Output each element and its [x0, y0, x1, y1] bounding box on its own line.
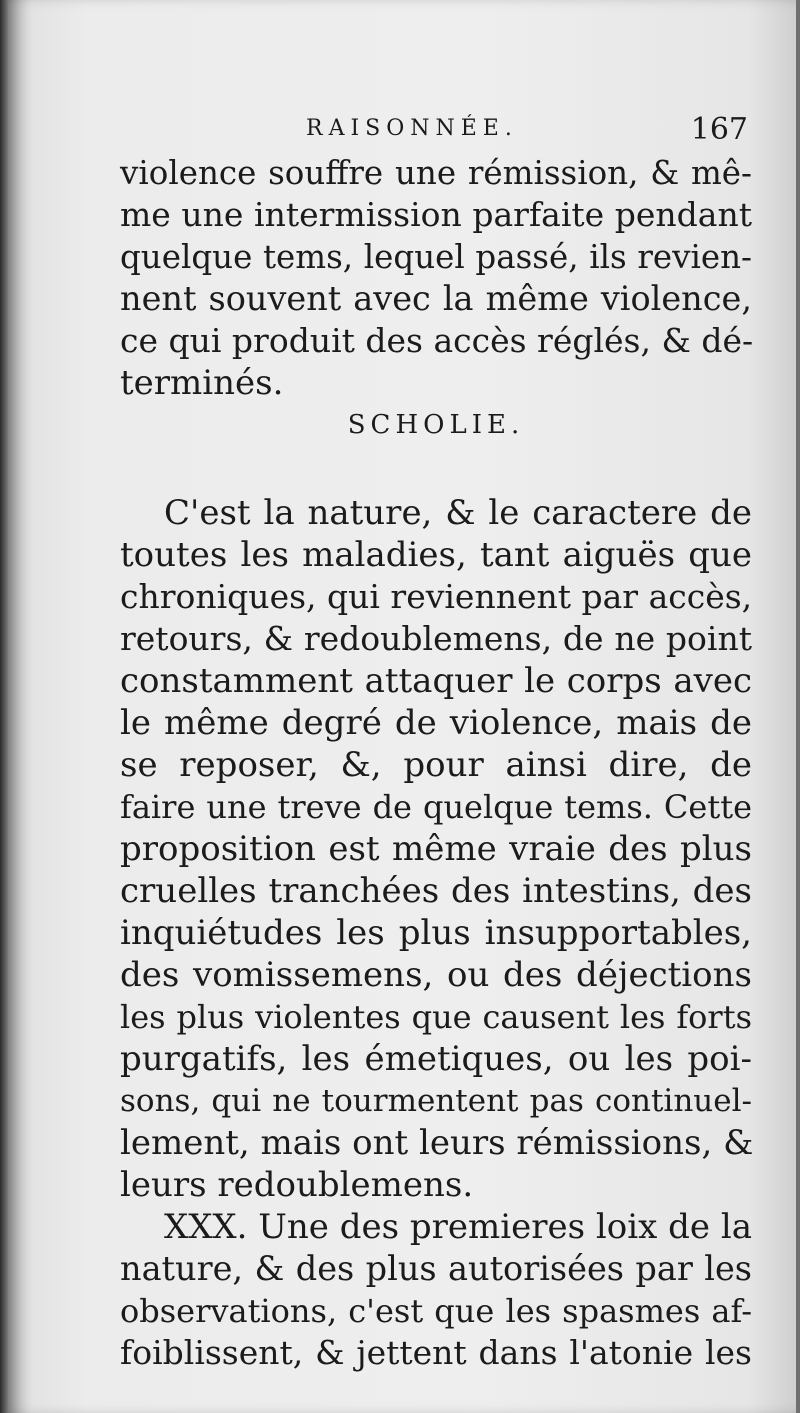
text-line: chroniques, qui reviennent par accès,: [120, 577, 753, 616]
text-line: nent souvent avec la même violence,: [120, 279, 752, 318]
text-line: quelque tems, lequel passé, ils revien-: [120, 238, 752, 276]
text-line: toutes les maladies, tant aiguës que: [120, 535, 752, 575]
text-line: se reposer, &, pour ainsi dire, de: [120, 745, 752, 785]
text-line: des vomissemens, ou des déjections: [120, 955, 752, 995]
text-line: terminés.: [120, 363, 284, 403]
book-page: [8, 0, 796, 1413]
text-line: inquiétudes les plus insupportables,: [120, 913, 752, 953]
text-line: leurs redoublemens.: [120, 1165, 474, 1205]
text-line: XXX. Une des premieres loix de la: [164, 1207, 752, 1247]
section-heading: SCHOLIE.: [347, 410, 525, 440]
book-spine-shadow: [0, 0, 8, 1413]
page-number: 167: [690, 112, 748, 147]
text-line: lement, mais ont leurs rémissions, &: [120, 1123, 754, 1163]
text-line: retours, & redoublemens, de ne point: [120, 619, 752, 658]
text-line: proposition est même vraie des plus: [120, 829, 752, 869]
text-line: purgatifs, les émetiques, ou les poi-: [120, 1039, 752, 1079]
text-line: le même degré de violence, mais de: [120, 703, 752, 743]
text-line: violence souffre une rémission, & mê-: [120, 154, 752, 192]
text-line: foiblissent, & jettent dans l'atonie les: [120, 1333, 752, 1372]
text-line: les plus violentes que causent les forts: [120, 998, 752, 1036]
running-head: RAISONNÉE.: [306, 116, 518, 141]
text-line: ce qui produit des accès réglés, & dé-: [120, 321, 754, 360]
text-line: me une intermission parfaite pendant: [120, 195, 752, 234]
text-line: faire une treve de quelque tems. Cette: [120, 788, 752, 826]
text-line: cruelles tranchées des intestins, des: [120, 871, 752, 911]
page-header: [120, 112, 752, 152]
text-line: observations, c'est que les spasmes af-: [120, 1292, 752, 1330]
text-line: C'est la nature, & le caractere de: [164, 493, 752, 533]
text-line: sons, qui ne tourmentent pas continuel-: [120, 1083, 752, 1119]
text-line: constamment attaquer le corps avec: [120, 661, 752, 701]
text-line: nature, & des plus autorisées par les: [120, 1249, 752, 1288]
